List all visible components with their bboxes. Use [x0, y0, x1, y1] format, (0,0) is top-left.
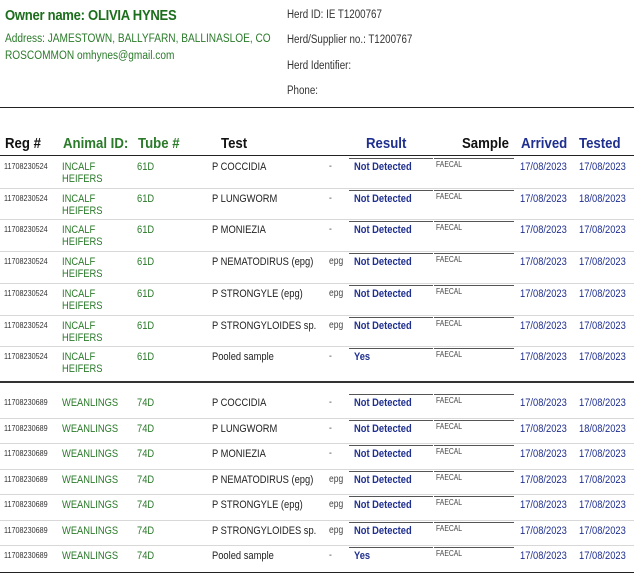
tube-cell: 74D — [137, 473, 155, 486]
cell-rule — [434, 190, 514, 191]
tube-cell: 61D — [137, 161, 155, 173]
test-cell: P STRONGYLOIDES sp. — [212, 319, 317, 332]
report-header — [0, 0, 634, 108]
row-divider — [0, 469, 634, 470]
herd-id: Herd ID: IE T1200767 — [287, 9, 382, 21]
row-divider — [0, 188, 634, 189]
cell-rule — [349, 253, 433, 254]
unit-cell: - — [329, 351, 332, 363]
unit-cell: epg — [329, 499, 344, 510]
result-cell: Not Detected — [354, 524, 412, 537]
cell-rule — [349, 547, 433, 548]
animal-id-cell: WEANLINGS — [62, 397, 119, 409]
cell-rule — [349, 394, 433, 395]
cell-rule — [434, 158, 514, 159]
test-cell: P LUNGWORM — [212, 192, 278, 205]
sample-cell: FAECAL — [436, 255, 463, 265]
cell-rule — [434, 522, 514, 523]
tested-cell: 17/08/2023 — [579, 319, 626, 332]
tube-cell: 74D — [137, 524, 155, 537]
sample-cell: FAECAL — [436, 549, 463, 558]
row-divider — [0, 418, 634, 419]
sample-cell: FAECAL — [436, 350, 463, 360]
unit-cell: - — [329, 422, 332, 434]
animal-id-cell: WEANLINGS — [62, 499, 119, 511]
sample-cell: FAECAL — [436, 498, 463, 507]
tested-cell: 17/08/2023 — [579, 161, 626, 173]
reg-cell: 11708230524 — [4, 161, 48, 171]
arrived-cell: 17/08/2023 — [520, 550, 567, 562]
tube-cell: 74D — [137, 422, 155, 435]
animal-id-cell: WEANLINGS — [62, 448, 119, 460]
unit-cell: - — [329, 397, 332, 408]
cell-rule — [349, 158, 433, 159]
herd-identifier: Herd Identifier: — [287, 60, 352, 72]
cell-rule — [434, 496, 514, 497]
tested-cell: 18/08/2023 — [579, 422, 626, 435]
owner-name: Owner name: OLIVIA HYNES — [5, 8, 177, 24]
sample-cell: FAECAL — [436, 447, 463, 456]
reg-cell: 11708230689 — [4, 550, 48, 560]
arrived-cell: 17/08/2023 — [520, 224, 567, 237]
test-cell: P COCCIDIA — [212, 161, 267, 173]
cell-rule — [434, 547, 514, 548]
sample-cell: FAECAL — [436, 191, 463, 201]
address-line-1: Address: JAMESTOWN, BALLYFARN, BALLINASLOE, CO — [5, 33, 271, 45]
result-cell: Not Detected — [354, 473, 412, 486]
tube-cell: 74D — [137, 499, 155, 511]
sample-cell: FAECAL — [436, 396, 463, 405]
reg-cell: 11708230689 — [4, 473, 48, 484]
unit-cell: epg — [329, 524, 344, 536]
reg-cell: 11708230524 — [4, 319, 48, 330]
result-cell: Not Detected — [354, 192, 412, 205]
reg-cell: 11708230689 — [4, 422, 48, 433]
unit-cell: - — [329, 550, 332, 561]
result-cell: Yes — [354, 550, 371, 562]
tested-cell: 17/08/2023 — [579, 351, 626, 364]
arrived-cell: 17/08/2023 — [520, 287, 567, 300]
arrived-cell: 17/08/2023 — [520, 422, 567, 435]
test-cell: P MONIEZIA — [212, 224, 266, 237]
column-header-divider — [0, 155, 634, 156]
cell-rule — [349, 471, 433, 472]
cell-rule — [434, 420, 514, 421]
reg-cell: 11708230524 — [4, 287, 48, 298]
col-tube: Tube # — [138, 135, 180, 152]
unit-cell: - — [329, 224, 332, 236]
reg-cell: 11708230524 — [4, 256, 48, 267]
tested-cell: 17/08/2023 — [579, 550, 626, 562]
tube-cell: 61D — [137, 287, 155, 300]
tube-cell: 61D — [137, 224, 155, 237]
unit-cell: epg — [329, 287, 344, 299]
result-cell: Yes — [354, 351, 371, 364]
result-cell: Not Detected — [354, 256, 412, 269]
sample-cell: FAECAL — [436, 421, 463, 431]
sample-cell: FAECAL — [436, 286, 463, 296]
reg-cell: 11708230689 — [4, 524, 48, 535]
tube-cell: 61D — [137, 256, 155, 269]
tube-cell: 61D — [137, 319, 155, 332]
result-cell: Not Detected — [354, 397, 412, 409]
col-animal-id: Animal ID: — [63, 135, 129, 152]
col-reg: Reg # — [5, 135, 41, 152]
col-sample: Sample — [462, 135, 509, 152]
row-divider — [0, 494, 634, 495]
col-arrived: Arrived — [521, 135, 568, 152]
cell-rule — [434, 285, 514, 286]
unit-cell: - — [329, 161, 332, 172]
test-cell: P COCCIDIA — [212, 397, 267, 409]
reg-cell: 11708230689 — [4, 499, 48, 509]
header-divider — [0, 107, 634, 108]
unit-cell: - — [329, 192, 332, 204]
test-cell: P STRONGYLOIDES sp. — [212, 524, 317, 537]
result-cell: Not Detected — [354, 287, 412, 300]
arrived-cell: 17/08/2023 — [520, 256, 567, 269]
group-divider — [0, 381, 634, 383]
reg-cell: 11708230524 — [4, 224, 48, 235]
arrived-cell: 17/08/2023 — [520, 192, 567, 205]
tested-cell: 17/08/2023 — [579, 524, 626, 537]
test-cell: Pooled sample — [212, 351, 274, 364]
tested-cell: 18/08/2023 — [579, 192, 626, 205]
tube-cell: 74D — [137, 448, 155, 460]
cell-rule — [434, 394, 514, 395]
sample-cell: FAECAL — [436, 223, 463, 233]
result-cell: Not Detected — [354, 161, 412, 173]
sample-cell: FAECAL — [436, 472, 463, 482]
test-cell: P NEMATODIRUS (epg) — [212, 256, 314, 269]
arrived-cell: 17/08/2023 — [520, 499, 567, 511]
unit-cell: epg — [329, 256, 344, 268]
cell-rule — [349, 445, 433, 446]
row-divider — [0, 315, 634, 316]
arrived-cell: 17/08/2023 — [520, 319, 567, 332]
cell-rule — [349, 522, 433, 523]
col-test: Test — [221, 135, 248, 152]
phone: Phone: — [287, 85, 318, 97]
cell-rule — [434, 221, 514, 222]
arrived-cell: 17/08/2023 — [520, 448, 567, 460]
address-line-2: ROSCOMMON omhynes@gmail.com — [5, 50, 175, 62]
cell-rule — [349, 348, 433, 349]
row-divider — [0, 283, 634, 284]
cell-rule — [349, 420, 433, 421]
result-cell: Not Detected — [354, 448, 412, 460]
col-tested: Tested — [579, 135, 621, 152]
unit-cell: - — [329, 448, 332, 459]
animal-id-cell: WEANLINGS — [62, 550, 119, 562]
cell-rule — [349, 496, 433, 497]
unit-cell: epg — [329, 319, 344, 331]
cell-rule — [434, 445, 514, 446]
table-bottom-border — [0, 572, 634, 573]
tested-cell: 17/08/2023 — [579, 224, 626, 237]
arrived-cell: 17/08/2023 — [520, 351, 567, 364]
col-result: Result — [366, 135, 407, 152]
tested-cell: 17/08/2023 — [579, 256, 626, 269]
result-cell: Not Detected — [354, 422, 412, 435]
reg-cell: 11708230524 — [4, 351, 48, 362]
row-divider — [0, 346, 634, 347]
result-cell: Not Detected — [354, 224, 412, 237]
row-divider — [0, 545, 634, 546]
cell-rule — [349, 190, 433, 191]
animal-id-cell: WEANLINGS — [62, 524, 119, 537]
tube-cell: 74D — [137, 550, 155, 562]
reg-cell: 11708230689 — [4, 448, 48, 458]
cell-rule — [434, 348, 514, 349]
cell-rule — [434, 317, 514, 318]
tested-cell: 17/08/2023 — [579, 287, 626, 300]
test-cell: P STRONGYLE (epg) — [212, 287, 303, 300]
sample-cell: FAECAL — [436, 523, 463, 533]
test-cell: P STRONGYLE (epg) — [212, 499, 303, 511]
row-divider — [0, 251, 634, 252]
animal-id-cell: INCALF HEIFERS — [62, 351, 103, 376]
test-cell: P NEMATODIRUS (epg) — [212, 473, 314, 486]
test-cell: P MONIEZIA — [212, 448, 266, 460]
tube-cell: 74D — [137, 397, 155, 409]
animal-id-cell: WEANLINGS — [62, 473, 119, 486]
sample-cell: FAECAL — [436, 160, 463, 169]
reg-cell: 11708230524 — [4, 192, 48, 203]
arrived-cell: 17/08/2023 — [520, 524, 567, 537]
row-divider — [0, 219, 634, 220]
row-divider — [0, 520, 634, 521]
animal-id-cell: WEANLINGS — [62, 422, 119, 435]
arrived-cell: 17/08/2023 — [520, 473, 567, 486]
herd-supplier-no: Herd/Supplier no.: T1200767 — [287, 34, 413, 46]
sample-cell: FAECAL — [436, 318, 463, 328]
test-cell: P LUNGWORM — [212, 422, 278, 435]
tube-cell: 61D — [137, 192, 155, 205]
cell-rule — [349, 221, 433, 222]
cell-rule — [434, 471, 514, 472]
animal-id-cell: INCALF HEIFERS — [62, 161, 103, 185]
animal-id-cell: INCALF HEIFERS — [62, 287, 103, 312]
tested-cell: 17/08/2023 — [579, 473, 626, 486]
tested-cell: 17/08/2023 — [579, 397, 626, 409]
tested-cell: 17/08/2023 — [579, 499, 626, 511]
arrived-cell: 17/08/2023 — [520, 161, 567, 173]
test-cell: Pooled sample — [212, 550, 274, 562]
animal-id-cell: INCALF HEIFERS — [62, 256, 103, 281]
cell-rule — [349, 285, 433, 286]
animal-id-cell: INCALF HEIFERS — [62, 192, 103, 217]
tested-cell: 17/08/2023 — [579, 448, 626, 460]
cell-rule — [349, 317, 433, 318]
tube-cell: 61D — [137, 351, 155, 364]
row-divider — [0, 443, 634, 444]
unit-cell: epg — [329, 473, 344, 485]
reg-cell: 11708230689 — [4, 397, 48, 407]
result-cell: Not Detected — [354, 499, 412, 511]
arrived-cell: 17/08/2023 — [520, 397, 567, 409]
result-cell: Not Detected — [354, 319, 412, 332]
animal-id-cell: INCALF HEIFERS — [62, 319, 103, 344]
animal-id-cell: INCALF HEIFERS — [62, 224, 103, 249]
cell-rule — [434, 253, 514, 254]
